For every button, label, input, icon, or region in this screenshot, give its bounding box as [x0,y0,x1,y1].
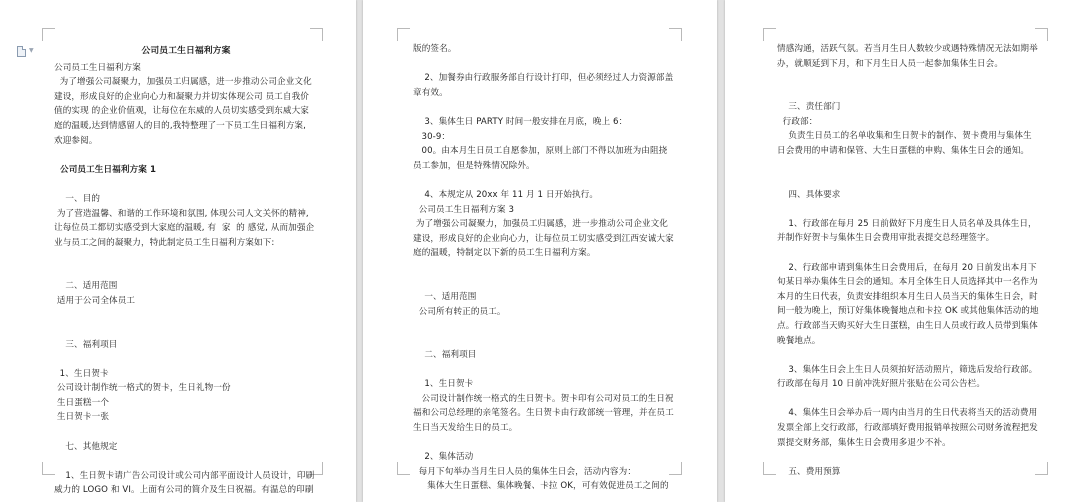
text-line: 集体大生日蛋糕、集体晚餐、卡拉 OK，可有效促进员工之间的 [413,481,669,492]
text-line: 七、其他规定 [54,441,118,452]
text-line: 二、适用范围 [54,281,118,292]
text-line: 负责生日员工的名单收集和生日贺卡的制作、贺卡费用与集体生 [777,131,1032,142]
corner-mark-bottom-left [763,462,776,475]
text-line: 庭的温暖，特制定以下新的员工生日福利方案。 [413,248,596,259]
text-line: 为了营造温馨、和谐的工作环境和氛围, 体现公司人文关怀的精神, [54,208,309,219]
text-line: 建设，形成良好的企业向心力和凝聚力并切实体现公司 员工自我价 [54,91,309,102]
text-line: 办，就顺延到下月，和下月生日人员一起参加集体生日会。 [777,58,1004,69]
text-line: 生日贺卡一张 [54,412,110,423]
text-line: 值的实现 的企业价值观，让每位在东威的人员切实感受到东威大家 [54,106,309,117]
text-line: 日会费用的申请和保管、大生日蛋糕的申购、集体生日会的通知。 [777,145,1030,156]
text-line: 公司所有转正的员工。 [413,306,506,317]
text-line: 福和公司总经理的亲笔签名。生日贺卡由行政部统一管理，并在员工 [413,408,674,419]
text-line: 票提交财务部，集体生日会费用多退少不补。 [777,437,951,448]
document-page-2 [363,0,717,502]
text-line: 一、目的 [54,193,101,204]
text-line: 生日蛋糕一个 [54,397,110,408]
intro-block [54,61,318,149]
text-line: 欢迎参阅。 [54,135,98,146]
text-line: 间一般为晚上，预订好集体晚餐地点和卡拉 OK 或其他集体活动的地 [777,306,1039,317]
text-line: 五、费用预算 [777,466,841,477]
text-line: 为了增强公司凝聚力，加强员工归属感，进一步推动公司企业文化 [413,219,668,230]
text-line: 晚餐地点。 [777,335,821,346]
text-line: 1、生日贺卡 [413,379,474,390]
page-body [777,0,1046,502]
text-line: 3、集体生日 PARTY 时间一般安排在月底，晚上 6： [413,116,628,127]
page-body [54,0,318,502]
text-line: 2、行政部申请到集体生日会费用后，在每月 20 日前发出本月下 [777,262,1037,273]
text-line: 让每位员工都切实感受到大家庭的温暖, 有 家 的 感觉, 从而加强企 [54,223,315,234]
text-line: 建设，形成良好的企业向心力，让每位员工切实感受到江西安诚大家 [413,233,674,244]
text-line: 每月下旬举办当月生日人员的集体生日会，活动内容为： [413,466,637,477]
text-line: 1、生日贺卡 [54,368,109,379]
document-title: 公司员工生日福利方案 [141,46,231,56]
text-line: 并制作好贺卡与集体生日会费用审批表提交总经理签字。 [777,233,995,244]
text-line: 1、行政部在每月 25 日前做好下月度生日人员名单及具体生日， [777,218,1037,229]
text-line: 2、加餐券由行政服务部自行设计打印，但必须经过人力资源部盖 [413,73,674,84]
text-line: 威力的 LOGO 和 VI。上面有公司的简介及生日祝福。有温总的印刷 [54,485,314,496]
document-page-3 [725,0,1080,502]
text-line: 一、适用范围 [413,291,477,302]
text-line: 庭的温暖,达到情感留人的目的,我特整理了一下员工生日福利方案, [54,120,306,131]
text-line: 4、本规定从 20xx 年 11 月 1 日开始执行。 [413,189,599,200]
page-body [413,0,677,502]
text-line: 四、具体要求 [777,189,841,200]
text-line: 公司员工生日福利方案 3 [413,204,515,215]
text-line: 三、责任部门 [777,102,841,113]
text-line: 版的签名。 [413,44,457,54]
text-line: 员工参加，但是特殊情况除外。 [413,160,535,171]
document-page-1 [0,0,356,502]
text-line: 本月的生日代表，负责安排组织本月生日人员当天的集体生日会，时 [777,291,1038,302]
text-line: 情感沟通，活跃气氛。若当月生日人数较少或遇特殊情况无法如期举 [777,44,1038,54]
text-line: 章有效。 [413,87,448,98]
chevron-down-icon[interactable]: ▼ [29,47,34,54]
text-line: 适用于公司全体员工 [54,295,136,306]
text-line: 2、集体活动 [413,452,474,463]
text-line: 为了增强公司凝聚力，加强员工归属感，进一步推动公司企业文化 [54,77,312,88]
text-line: 3、集体生日会上生日人员须拍好活动照片，筛选后发给行政部。 [777,364,1038,375]
text-line: 点。行政部当天购买好大生日蛋糕，由生日人员或行政人员带到集体 [777,320,1038,331]
text-line: 00。由本月生日员工自愿参加，原则上部门不得以加班为由阻挠 [413,146,668,157]
text-line: 生日当天发给生日的员工。 [413,423,518,434]
text-line: 发票全部上交行政部，行政部填好费用报销单按照公司财务流程把发 [777,423,1038,434]
section-heading: 公司员工生日福利方案 1 [60,164,157,175]
corner-mark-top-left [763,28,776,41]
text-line: 公司员工生日福利方案 [54,62,141,73]
text-line: 公司设计制作统一格式的贺卡，生日礼物一份 [54,383,231,394]
text-line: 公司设计制作统一格式的生日贺卡。贺卡印有公司对员工的生日祝 [413,393,674,404]
text-line: 30-9： [413,131,451,142]
corner-mark-top-left [397,28,410,41]
text-line: 4、集体生日会举办后一周内由当月的生日代表将当天的活动费用 [777,408,1038,419]
text-line: 行政部： [777,116,818,127]
text-line: 1、生日贺卡请广告公司设计或公司内部平面设计人员设计，印刷 [54,470,315,481]
text-line: 旬某日举办集体生日会的通知。本月全体生日人员选择其中一名作为 [777,277,1038,288]
corner-mark-bottom-left [397,462,410,475]
text-line: 业与员工之间的凝聚力，特此制定员工生日福利方案如下: [54,237,275,248]
text-line: 三、福利项目 [54,339,118,350]
text-line: 二、福利项目 [413,350,477,361]
document-icon[interactable] [17,46,26,57]
text-line: 行政部在每月 10 日前冲洗好照片张贴在公司公告栏。 [777,379,986,390]
